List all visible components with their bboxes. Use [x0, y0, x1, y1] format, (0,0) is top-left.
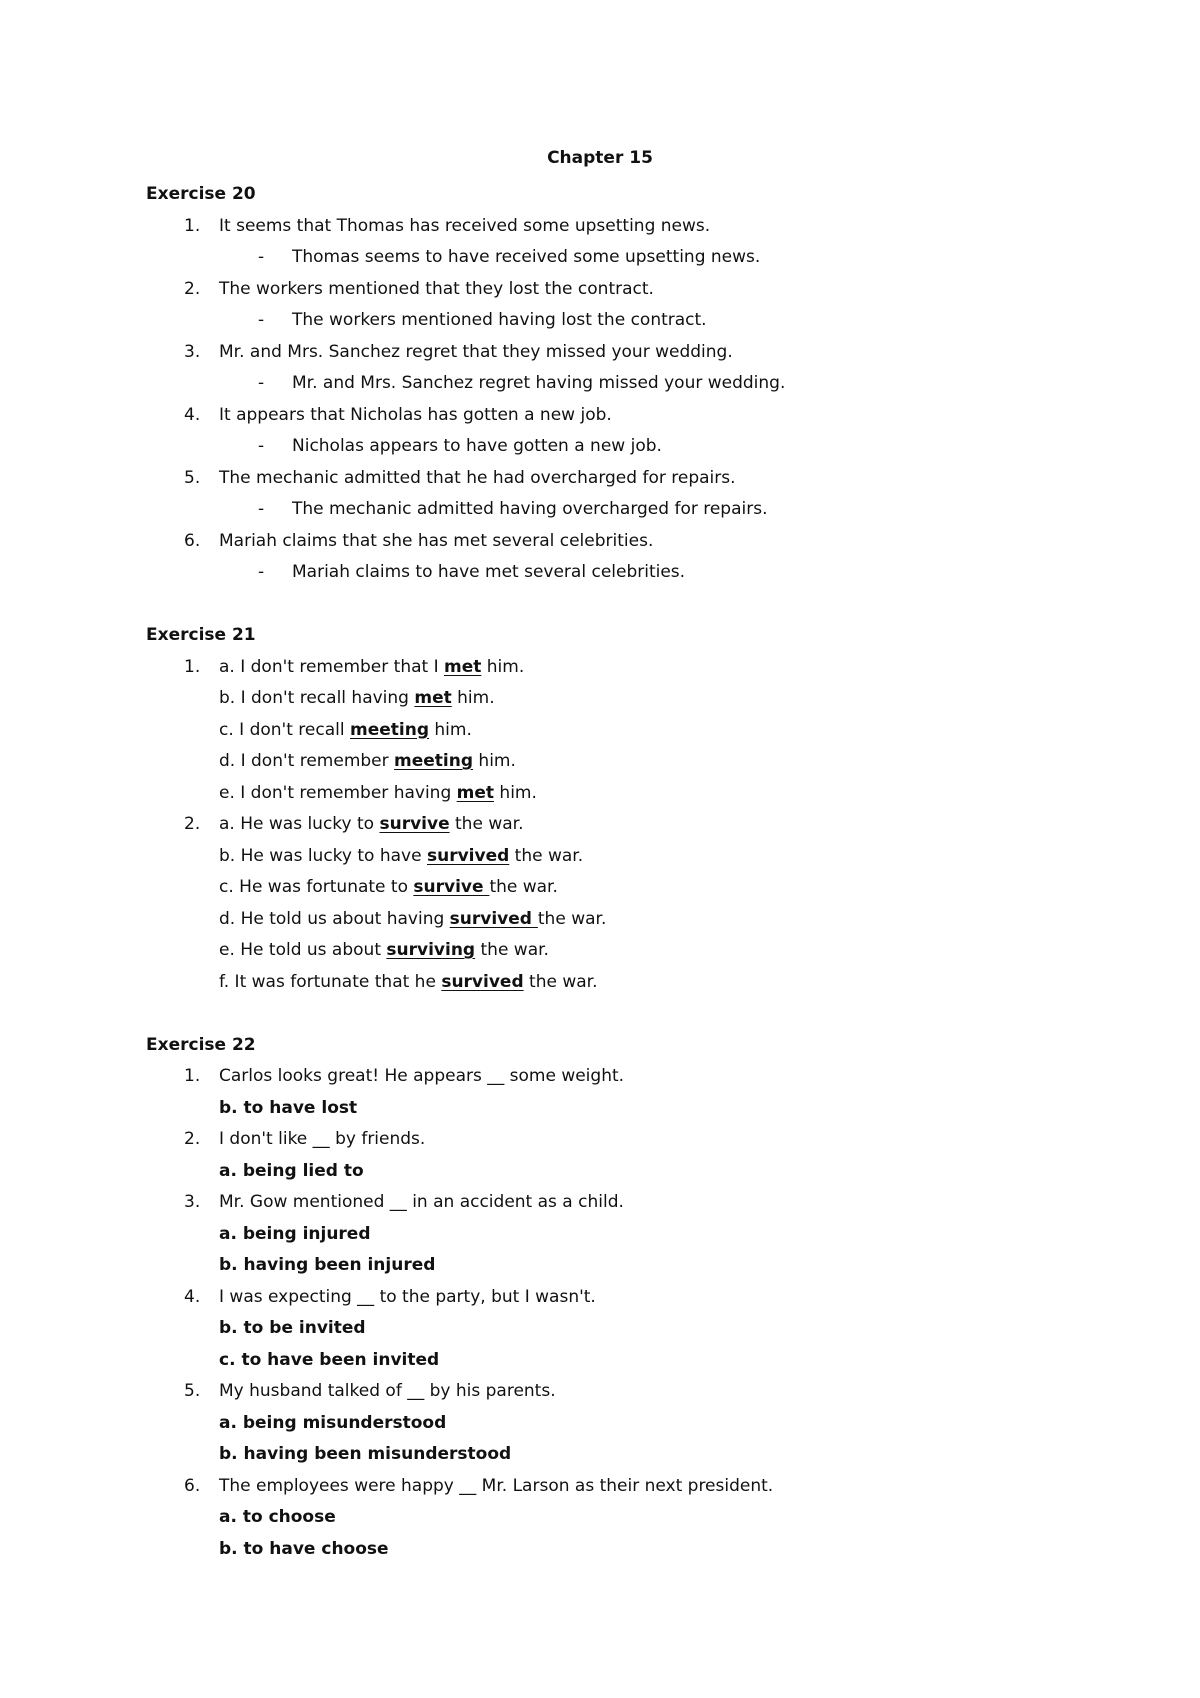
item-number: 5. [184, 467, 201, 488]
option-line: c. He was fortunate to survive the war. [219, 877, 558, 897]
option-line: d. I don't remember meeting him. [219, 751, 516, 771]
item-answer: Mr. and Mrs. Sanchez regret having missed your wedding. [292, 373, 786, 393]
ex22-item-5 [146, 1376, 1146, 1408]
item-question: Mr. Gow mentioned __ in an accident as a child. [219, 1192, 624, 1212]
option-line: e. I don't remember having met him. [219, 782, 537, 803]
item-number: 3. [184, 1192, 201, 1212]
ex21-g2-line-e [146, 935, 1146, 967]
underlined-verb: survived [441, 971, 524, 992]
ex22-answer [146, 1093, 1146, 1125]
item-number: 6. [184, 530, 201, 551]
ex22-answer [146, 1534, 1146, 1566]
ex22-answer [146, 1250, 1146, 1282]
ex21-g1-line-e [146, 778, 1146, 810]
item-question: The mechanic admitted that he had overcharged for repairs. [219, 467, 736, 488]
ex21-g1-line-c [146, 715, 1146, 747]
ex20-answer-4 [146, 431, 1146, 463]
option-line: a. I don't remember that I met him. [219, 656, 525, 677]
item-question: I don't like __ by friends. [219, 1129, 426, 1149]
answer-dash: - [258, 499, 265, 519]
item-number: 1. [184, 656, 201, 677]
ex20-item-4 [146, 400, 1146, 432]
document-content [146, 179, 1146, 1565]
underlined-verb: met [456, 782, 495, 803]
ex20-answer-6 [146, 557, 1146, 589]
ex20-answer-3 [146, 368, 1146, 400]
item-question: I was expecting __ to the party, but I wasn't. [219, 1286, 596, 1307]
exercise-22-heading: Exercise 22 [146, 1034, 256, 1055]
item-answer: a. being lied to [219, 1160, 364, 1181]
underlined-verb: survive [379, 814, 450, 834]
ex22-item-4 [146, 1282, 1146, 1314]
item-number: 1. [184, 1066, 201, 1086]
item-number: 3. [184, 341, 201, 362]
item-number: 1. [184, 215, 201, 236]
ex22-answer [146, 1313, 1146, 1345]
ex22-answer [146, 1156, 1146, 1188]
underlined-verb: met [414, 688, 452, 708]
item-answer: a. to choose [219, 1507, 336, 1527]
answer-dash: - [258, 562, 265, 582]
section-gap [146, 998, 1146, 1030]
ex21-g1-line-d [146, 746, 1146, 778]
ex21-g2-line-f [146, 967, 1146, 999]
item-number: 2. [184, 814, 201, 834]
ex22-item-6 [146, 1471, 1146, 1503]
answer-dash: - [258, 310, 265, 330]
ex22-item-3 [146, 1187, 1146, 1219]
ex21-g2-line-d [146, 904, 1146, 936]
item-question: The employees were happy __ Mr. Larson as their next president. [219, 1475, 774, 1496]
item-question: The workers mentioned that they lost the contract. [219, 278, 654, 299]
option-line: d. He told us about having survived the war. [219, 908, 607, 929]
answer-dash: - [258, 436, 265, 456]
ex20-item-5 [146, 463, 1146, 495]
underlined-verb: meeting [349, 719, 429, 740]
item-answer: Mariah claims to have met several celebrities. [292, 562, 686, 582]
option-line: b. He was lucky to have survived the war. [219, 845, 584, 866]
item-answer: b. to have lost [219, 1097, 358, 1118]
option-line: b. I don't recall having met him. [219, 688, 495, 708]
underlined-verb: survived [449, 908, 538, 929]
ex20-answer-1 [146, 242, 1146, 274]
ex20-item-6 [146, 526, 1146, 558]
underlined-verb: surviving [386, 940, 476, 960]
item-answer: b. having been misunderstood [219, 1444, 512, 1464]
item-answer: b. having been injured [219, 1255, 436, 1275]
ex22-answer [146, 1219, 1146, 1251]
ex20-item-2 [146, 274, 1146, 306]
option-line: e. He told us about surviving the war. [219, 940, 549, 960]
item-answer: b. to be invited [219, 1318, 366, 1338]
item-answer: Thomas seems to have received some upsetting news. [292, 247, 761, 267]
option-line: f. It was fortunate that he survived the war. [219, 971, 598, 992]
item-question: Mr. and Mrs. Sanchez regret that they missed your wedding. [219, 341, 733, 362]
option-line: a. He was lucky to survive the war. [219, 814, 524, 834]
item-answer: b. to have choose [219, 1538, 389, 1559]
item-number: 2. [184, 278, 201, 299]
item-question: Carlos looks great! He appears __ some weight. [219, 1066, 625, 1086]
ex22-answer [146, 1439, 1146, 1471]
answer-dash: - [258, 373, 265, 393]
item-number: 5. [184, 1381, 201, 1401]
ex20-item-1 [146, 211, 1146, 243]
item-number: 2. [184, 1129, 201, 1149]
item-answer: a. being misunderstood [219, 1412, 447, 1433]
ex22-answer [146, 1408, 1146, 1440]
section-gap [146, 589, 1146, 621]
exercise-21-heading: Exercise 21 [146, 625, 256, 645]
ex21-g2-line-b [146, 841, 1146, 873]
ex22-answer [146, 1502, 1146, 1534]
underlined-verb: meeting [394, 751, 474, 771]
chapter-title: Chapter 15 [547, 148, 653, 168]
item-answer: The mechanic admitted having overcharged for repairs. [292, 499, 768, 519]
ex21-g1-line-a [146, 652, 1146, 684]
item-answer: c. to have been invited [219, 1349, 440, 1370]
item-number: 4. [184, 404, 201, 425]
item-answer: a. being injured [219, 1223, 371, 1244]
item-question: My husband talked of __ by his parents. [219, 1381, 556, 1401]
item-question: It seems that Thomas has received some upsetting news. [219, 215, 711, 236]
ex20-answer-2 [146, 305, 1146, 337]
item-number: 4. [184, 1286, 201, 1307]
item-answer: The workers mentioned having lost the contract. [292, 310, 707, 330]
exercise-20-heading: Exercise 20 [146, 184, 256, 204]
underlined-verb: met [444, 656, 482, 677]
ex22-answer [146, 1345, 1146, 1377]
underlined-verb: survived [426, 845, 510, 866]
ex21-g1-line-b [146, 683, 1146, 715]
item-question: It appears that Nicholas has gotten a new job. [219, 404, 612, 425]
option-line: c. I don't recall meeting him. [219, 719, 472, 740]
ex21-g2-line-a [146, 809, 1146, 841]
answer-dash: - [258, 247, 265, 267]
item-number: 6. [184, 1475, 201, 1496]
item-answer: Nicholas appears to have gotten a new job. [292, 436, 662, 456]
ex22-item-1 [146, 1061, 1146, 1093]
ex20-item-3 [146, 337, 1146, 369]
ex21-g2-line-c [146, 872, 1146, 904]
underlined-verb: survive [413, 877, 490, 897]
item-question: Mariah claims that she has met several celebrities. [219, 530, 654, 551]
ex20-answer-5 [146, 494, 1146, 526]
ex22-item-2 [146, 1124, 1146, 1156]
